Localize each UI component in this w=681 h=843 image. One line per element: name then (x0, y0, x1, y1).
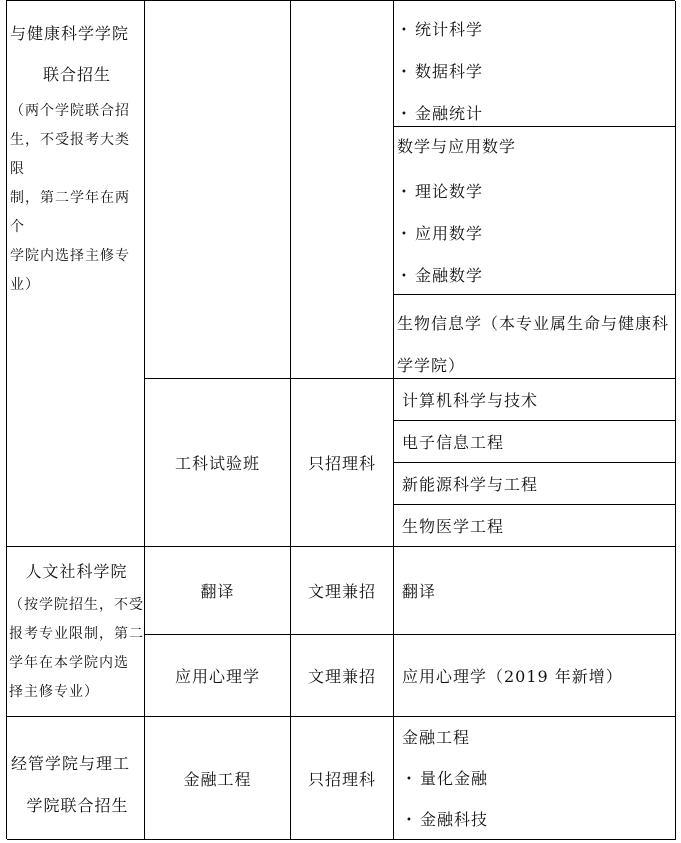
college-3-cell (7, 717, 145, 840)
list-item (397, 255, 675, 295)
list-item (397, 51, 675, 93)
engineering-major-cell: 计算机科学与技术 (394, 379, 676, 421)
list-item (397, 9, 675, 51)
college-2-note-line: （按学院招生，不受 (9, 597, 144, 613)
bullet-icon: • (401, 228, 408, 240)
major-item-label: 金融统计 (415, 104, 484, 123)
translation-class-cell: 翻译 (145, 547, 291, 635)
bullet-icon: • (406, 774, 413, 785)
finance-class-cell: 金融工程 (145, 717, 291, 840)
college-1-note-line: 制，第二学年在两个 (10, 190, 130, 235)
college-1-note-line: 业） (10, 277, 40, 293)
finance-title: 金融工程 (402, 728, 471, 747)
college-2-note-line: 学年在本学院内选 (9, 655, 129, 671)
college-2-note (9, 591, 144, 707)
major-item-label: 数据科学 (415, 62, 484, 81)
list-item (397, 213, 675, 255)
bullet-icon: • (401, 270, 408, 282)
major-item-label: 量化金融 (420, 769, 489, 788)
list-item (397, 93, 675, 127)
college-2-cell (7, 547, 145, 717)
college-2-name: 人文社科学院 (25, 562, 128, 581)
psychology-class-cell: 应用心理学 (145, 635, 291, 717)
statistics-majors-cell (394, 1, 676, 127)
empty-scope-cell (291, 1, 394, 379)
college-2-note-line: 报考专业限制，第二 (9, 626, 144, 642)
psychology-scope-cell: 文理兼招 (291, 635, 394, 717)
major-item-label: 应用数学 (415, 224, 484, 243)
bullet-icon: • (406, 815, 413, 826)
bullet-icon: • (401, 186, 408, 198)
engineering-scope-cell: 只招理科 (291, 379, 394, 547)
translation-major-cell: 翻译 (394, 547, 676, 635)
bullet-icon: • (401, 24, 408, 36)
college-1-name-line2: 联合招生 (42, 65, 111, 84)
college-1-note-line: 学院内选择主修专 (10, 248, 130, 264)
college-2-note-line: 择主修专业） (9, 684, 99, 700)
college-1-note (10, 97, 144, 300)
finance-majors-cell (394, 717, 676, 840)
math-title: 数学与应用数学 (397, 137, 517, 156)
engineering-major-cell: 电子信息工程 (394, 421, 676, 463)
college-1-note-line: （两个学院联合招 (10, 103, 130, 119)
engineering-major-cell: 新能源科学与工程 (394, 463, 676, 505)
bullet-icon: • (401, 108, 408, 120)
list-item (402, 799, 675, 840)
college-1-cell (7, 1, 145, 547)
list-item (397, 171, 675, 213)
major-item-label: 金融科技 (420, 810, 489, 829)
major-item-label: 金融数学 (415, 266, 484, 285)
list-item (402, 758, 675, 799)
major-item-label: 统计科学 (415, 20, 484, 39)
psychology-major-cell: 应用心理学（2019 年新增） (394, 635, 676, 717)
major-item-label: 理论数学 (415, 182, 484, 201)
finance-scope-cell: 只招理科 (291, 717, 394, 840)
college-3-name-line2: 学院联合招生 (26, 796, 129, 815)
empty-class-cell (145, 1, 291, 379)
college-1-note-line: 生，不受报考大类限 (10, 132, 130, 177)
engineering-major-cell: 生物医学工程 (394, 505, 676, 547)
bioinfo-major-cell: 生物信息学（本专业属生命与健康科学学院） (394, 295, 676, 379)
admission-table (6, 0, 675, 839)
bullet-icon: • (401, 66, 408, 78)
math-majors-cell (394, 127, 676, 295)
college-1-name-line1: 与健康科学学院 (10, 24, 130, 43)
engineering-class-cell: 工科试验班 (145, 379, 291, 547)
translation-scope-cell: 文理兼招 (291, 547, 394, 635)
college-3-name-line1: 经管学院与理工 (11, 754, 131, 773)
